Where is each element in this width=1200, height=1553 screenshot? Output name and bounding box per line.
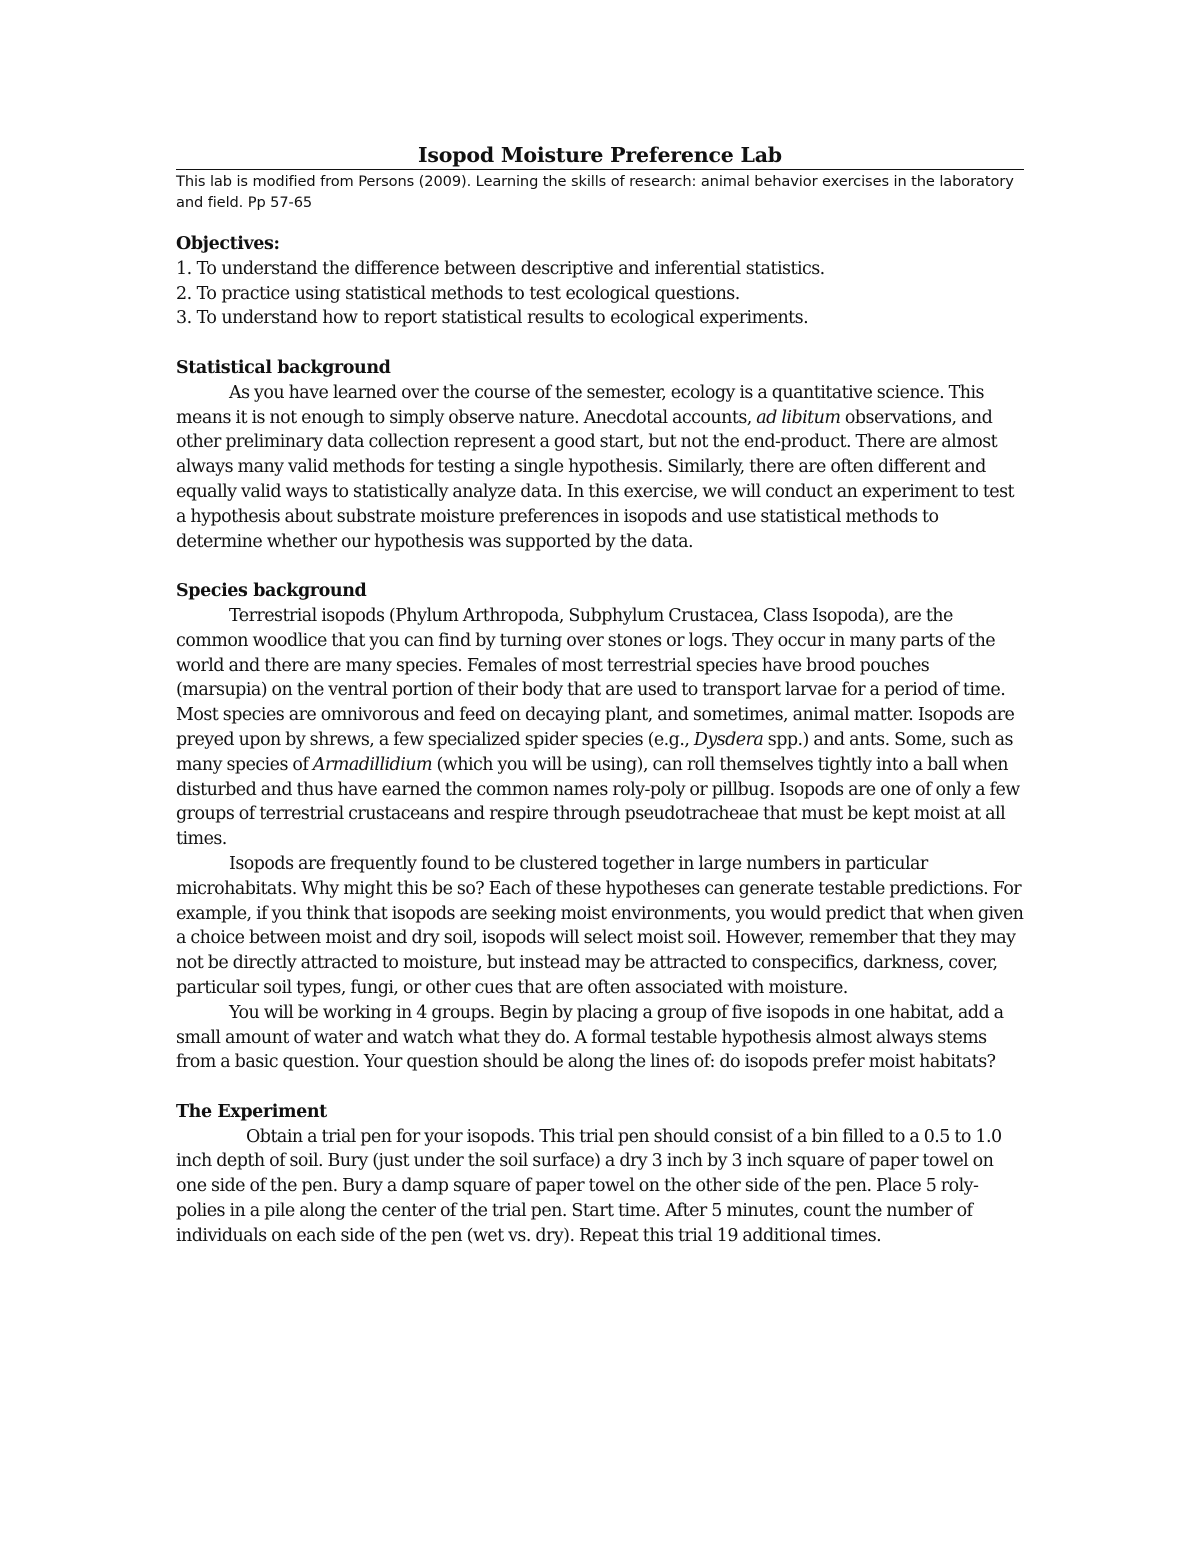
objectives-heading: Objectives:	[176, 234, 280, 254]
objectives-section	[176, 232, 1024, 331]
species-background-heading: Species background	[176, 581, 367, 602]
spacer	[176, 213, 1024, 232]
species-background-paragraph-3: You will be working in 4 groups. Begin by placing a group of five isopods in one habitat, add a small amount of water and watch what they do. A formal testable hypothesis almost always stems from a basic question. Your question should be along the lines of: do isopods prefer moist habitats?	[176, 1002, 1004, 1073]
spacer	[176, 331, 1024, 356]
document-title: Isopod Moisture Preference Lab	[176, 140, 1024, 170]
species-background-section	[176, 579, 1024, 1075]
spacer	[176, 1075, 1024, 1100]
species-background-paragraph-2: Isopods are frequently found to be clustered together in large numbers in particular microhabitats. Why might this be so? Each of these hypotheses can generate testable predictions. For example, if you think that isopods are seeking moist environments, you would predict that when given a choice between moist and dry soil, isopods will select moist soil. However, remember that they may not be directly attracted to moisture, but instead may be attracted to conspecifics, darkness, cover, particular soil types, fungi, or other cues that are often associated with moisture.	[176, 853, 1024, 998]
experiment-paragraph: Obtain a trial pen for your isopods. This trial pen should consist of a bin filled to a 0.5 to 1.0 inch depth of soil. Bury (just under the soil surface) a dry 3 inch by 3 inch square of paper towel on one side of the pen. Bury a damp square of paper towel on the other side of the pen. Place 5 roly-polies in a pile along the center of the trial pen. Start time. After 5 minutes, count the number of individuals on each side of the pen (wet vs. dry). Repeat this trial 19 additional times.	[176, 1126, 1002, 1246]
experiment-section	[176, 1100, 1024, 1249]
statistical-background-paragraph: As you have learned over the course of the semester, ecology is a quantitative science. This means it is not enough to simply observe nature. Anecdotal accounts, ad libitum observations, and other preliminary data collection represent a good start, but not the end-product. There are almost always many valid methods for testing a single hypothesis. Similarly, there are often different and equally valid ways to statistically analyze data. In this exercise, we will conduct an experiment to test a hypothesis about substrate moisture preferences in isopods and use statistical methods to determine whether our hypothesis was supported by the data.	[176, 382, 1015, 552]
objective-item: 3. To understand how to report statistical results to ecological experiments.	[176, 308, 809, 329]
statistical-background-section	[176, 356, 1024, 554]
statistical-background-heading: Statistical background	[176, 357, 391, 378]
document-page	[176, 140, 1024, 1249]
objective-item: 1. To understand the difference between descriptive and inferential statistics.	[176, 258, 825, 279]
species-background-paragraph-1: Terrestrial isopods (Phylum Arthropoda, Subphylum Crustacea, Class Isopoda), are the common woodlice that you can find by turning over stones or logs. They occur in many parts of the world and there are many species. Females of most terrestrial species have brood pouches (marsupia) on the ventral portion of their body that are used to transport larvae for a period of time. Most species are omnivorous and feed on decaying plant, and sometimes, animal matter. Isopods are preyed upon by shrews, a few specialized spider species (e.g., Dysdera spp.) and ants. Some, such as many species of Armadillidium (which you will be using), can roll themselves tightly into a ball when disturbed and thus have earned the common names roly-poly or pillbug. Isopods are one of only a few groups of terrestrial crustaceans and respire through pseudotracheae that must be kept moist at all times.	[176, 605, 1020, 850]
spacer	[176, 554, 1024, 579]
source-citation: This lab is modified from Persons (2009). Learning the skills of research: animal behavior exercises in the laboratory and field. Pp 57-65	[176, 173, 1014, 211]
experiment-heading: The Experiment	[176, 1101, 327, 1122]
objective-item: 2. To practice using statistical methods to test ecological questions.	[176, 283, 740, 304]
